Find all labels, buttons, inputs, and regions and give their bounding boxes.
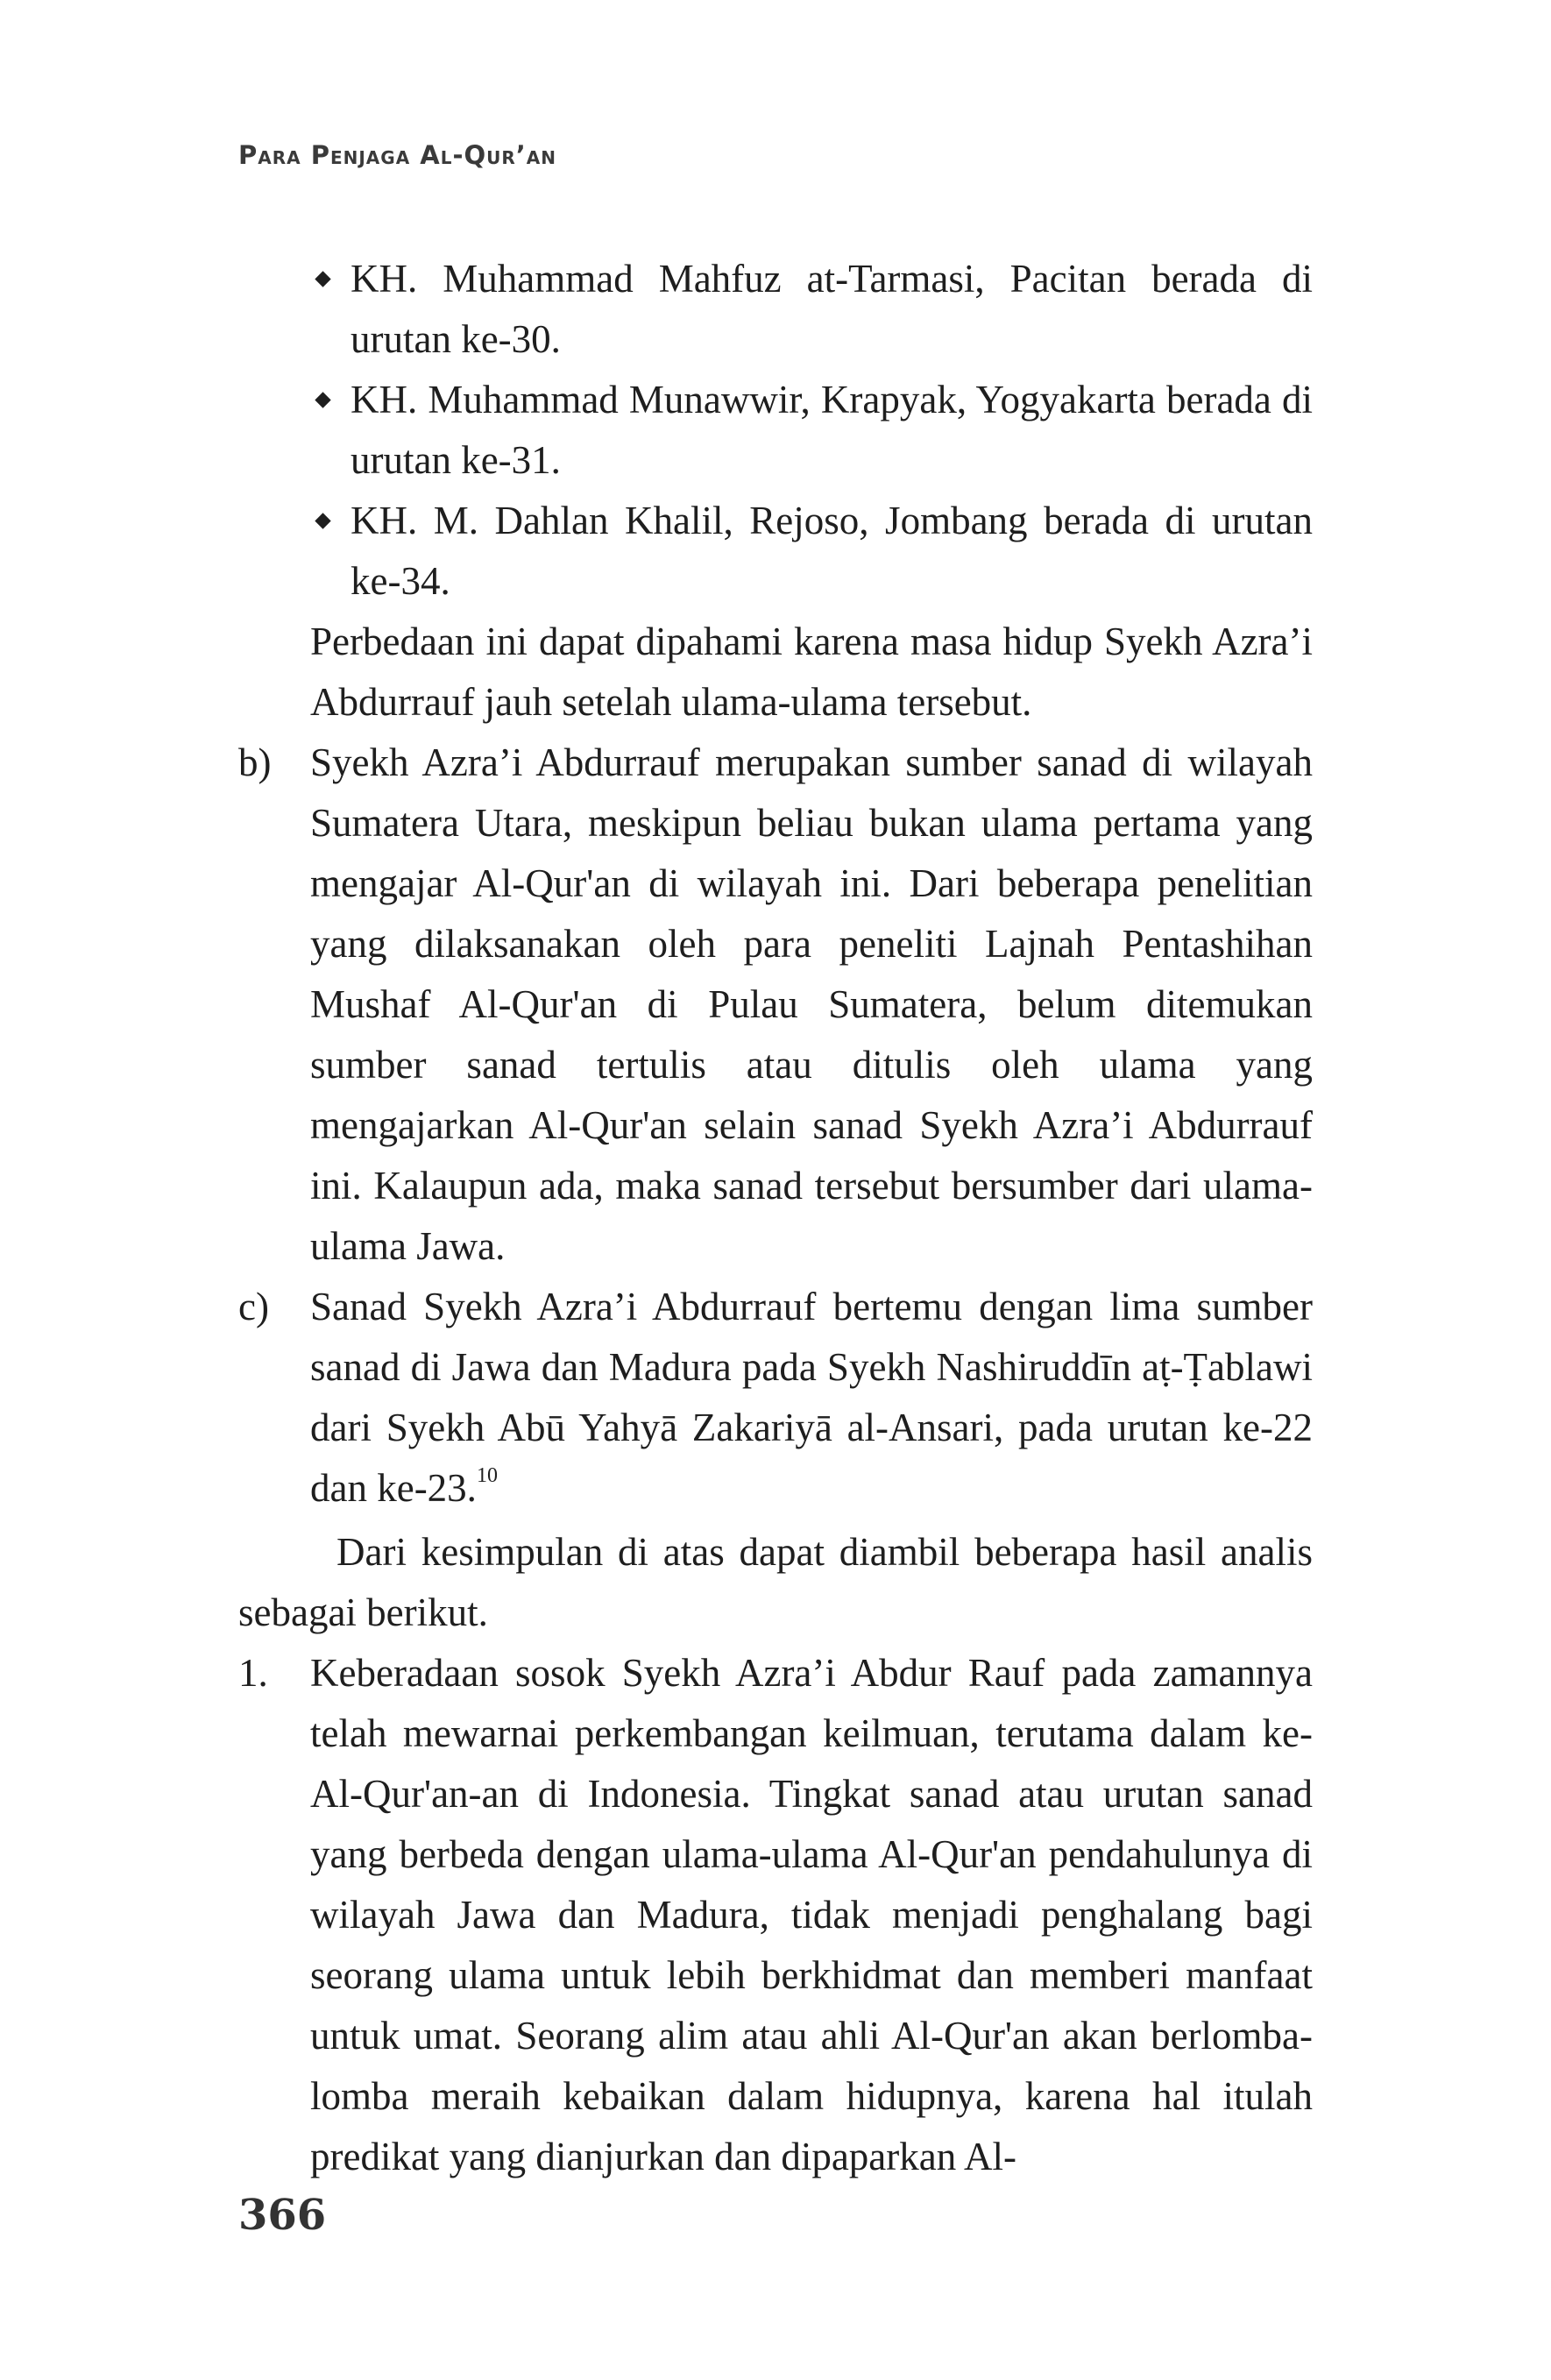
item-marker: 1. xyxy=(238,1651,268,1695)
bullet-text: KH. Muhammad Mahfuz at-Tarmasi, Pacitan berada di urutan ke-30. xyxy=(351,257,1313,361)
bullet-item xyxy=(310,249,1313,370)
item-marker: c) xyxy=(238,1285,269,1328)
item-text: Sanad Syekh Azra’i Abdurrauf bertemu dengan lima sumber sanad di Jawa dan Madura pada Syekh Nashiruddīn aṭ-Ṭablawi dari Syekh Abū Yahyā Zakariyā al-Ansari, pada urutan ke-22 dan ke-23. xyxy=(310,1285,1313,1510)
footnote-ref[interactable]: 10 xyxy=(476,1464,498,1487)
item-text: Syekh Azra’i Abdurrauf merupakan sumber sanad di wilayah Sumatera Utara, meskipun beliau bukan ulama pertama yang mengajar Al-Qur'an di wilayah ini. Dari beberapa penelitian yang dilaksanakan oleh para peneliti Lajnah Pentashihan Mushaf Al-Qur'an di Pulau Sumatera, belum ditemukan sumber sanad tertulis atau ditulis oleh ulama yang mengajarkan Al-Qur'an selain sanad Syekh Azra’i Abdurrauf ini. Kalaupun ada, maka sanad tersebut bersumber dari ulama-ulama Jawa. xyxy=(310,740,1313,1268)
bullet-text: KH. M. Dahlan Khalil, Rejoso, Jombang berada di urutan ke-34. xyxy=(351,499,1313,603)
page-body xyxy=(238,249,1313,2187)
diamond-bullet-icon xyxy=(315,513,330,528)
page-number: 366 xyxy=(238,2191,327,2240)
item-marker: b) xyxy=(238,740,272,784)
item-text: Keberadaan sosok Syekh Azra’i Abdur Rauf pada zamannya telah mewarnai perkembangan keilmuan, terutama dalam ke-Al-Qur'an-an di Indonesia. Tingkat sanad atau urutan sanad yang berbeda dengan ulama-ulama Al-Qur'an pendahulunya di wilayah Jawa dan Madura, tidak menjadi penghalang bagi seorang ulama untuk lebih berkhidmat dan memberi manfaat untuk umat. Seorang alim atau ahli Al-Qur'an akan berlomba-lomba meraih kebaikan dalam hidupnya, karena hal itulah predikat yang dianjurkan dan dipaparkan Al- xyxy=(310,1651,1313,2178)
bullet-item xyxy=(310,370,1313,491)
bullet-item xyxy=(310,491,1313,612)
lettered-item-c xyxy=(238,1277,1313,1519)
bullet-text: KH. Muhammad Munawwir, Krapyak, Yogyakarta berada di urutan ke-31. xyxy=(351,378,1313,482)
diamond-bullet-icon xyxy=(315,271,330,287)
numbered-item-1 xyxy=(238,1643,1313,2187)
running-title: Para Penjaga Al-Qur’an xyxy=(238,140,557,170)
bullet-note: Perbedaan ini dapat dipahami karena masa hidup Syekh Azra’i Abdurrauf jauh setelah ulama-ulama tersebut. xyxy=(310,620,1313,724)
lettered-item-b xyxy=(238,733,1313,1277)
diamond-bullet-icon xyxy=(315,392,330,407)
conclusion-intro: Dari kesimpulan di atas dapat diambil beberapa hasil analis sebagai berikut. xyxy=(238,1530,1313,1634)
